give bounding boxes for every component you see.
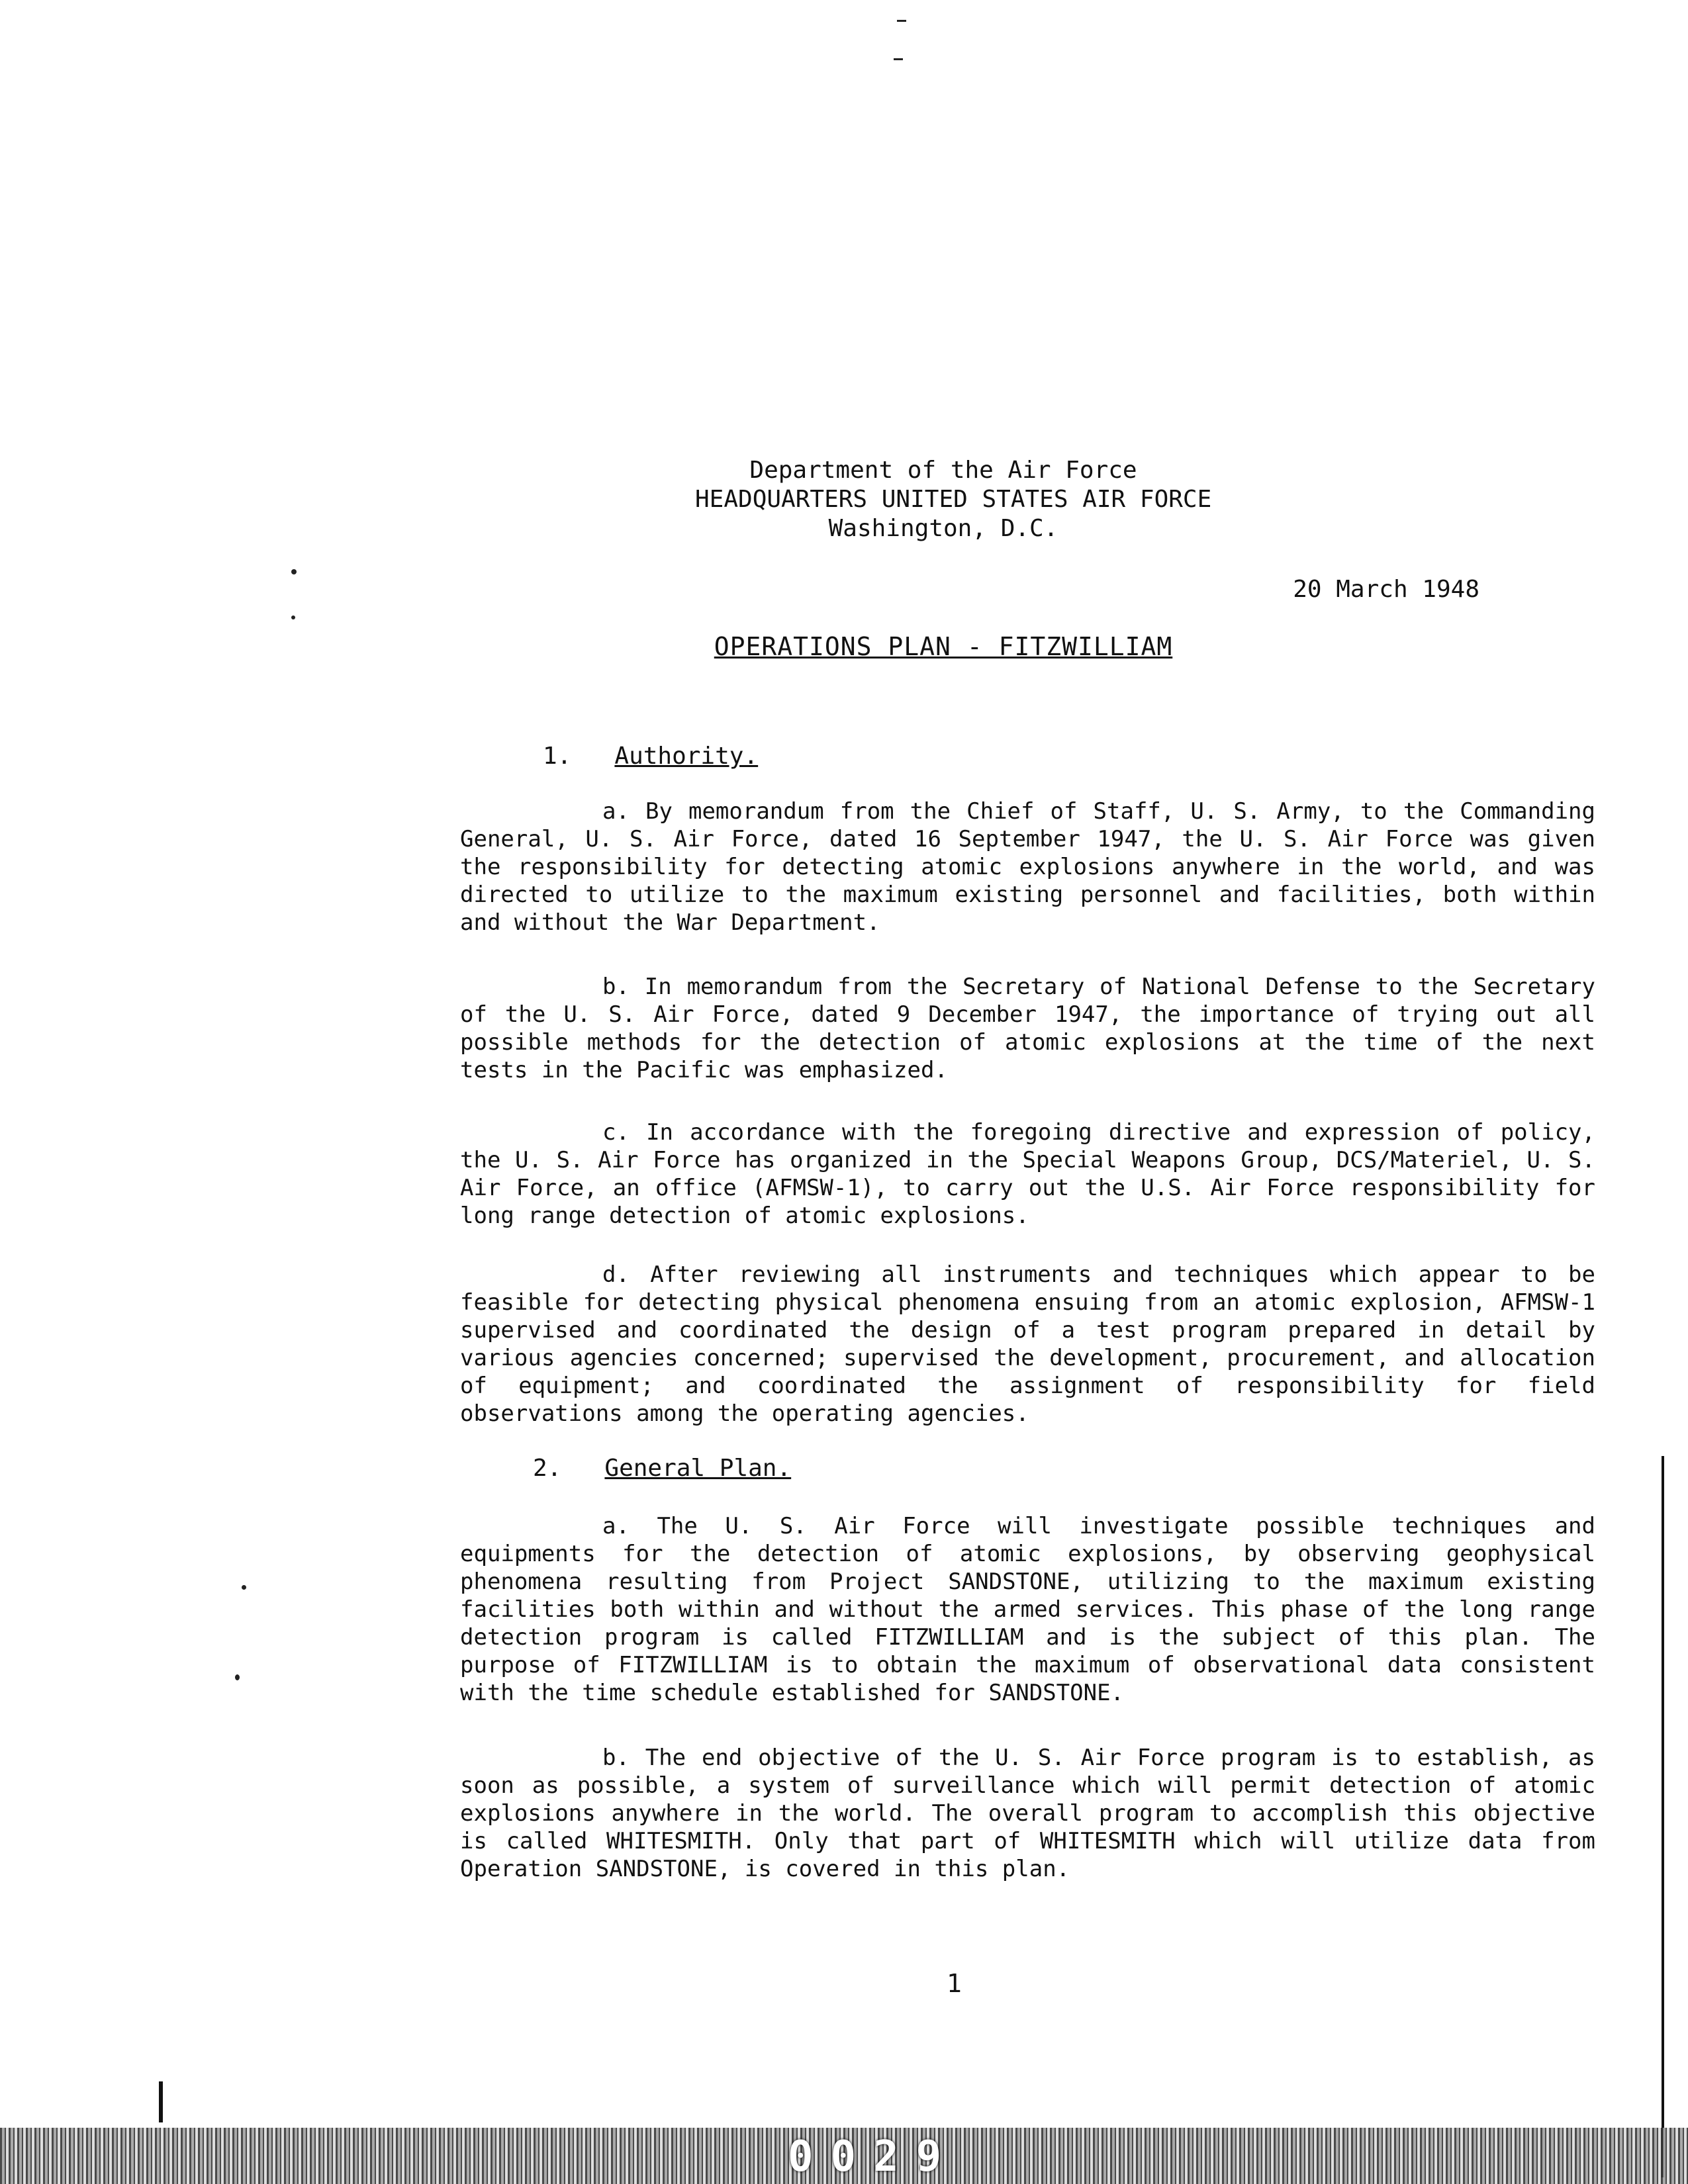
section-2-heading [533,1455,791,1482]
section-number: 2. [533,1455,562,1482]
scan-mark [159,2081,163,2122]
paragraph-1b: b. In memorandum from the Secretary of National Defense to the Secretary of the U. S. Air Force, dated 9 December 1947, the importance of trying out all possible methods for the detection of atomic explosions at the time of the next tests in the Pacific was emphasized. [460,974,1595,1083]
page-number: 1 [947,1969,962,1998]
bates-stamp-number: 0029 [788,2132,959,2181]
scan-speck [235,1674,240,1680]
document-title: OPERATIONS PLAN - FITZWILLIAM [714,632,1173,661]
paragraph-1d: d. After reviewing all instruments and techniques which appear to be feasible for detecting physical phenomena ensuing from an atomic explosion, AFMSW-1 supervised and coordinated the design of a test program prepared in detail by various agencies concerned; supervised the development, procurement, and allocation of equipment; and coordinated the assignment of responsibility for field observations among the operating agencies. [460,1261,1595,1427]
scan-speck [894,58,903,60]
scan-speck [291,569,297,574]
section-title: General Plan. [604,1455,792,1482]
section-title: Authority. [614,743,759,770]
document-date: 20 March 1948 [1293,576,1479,603]
scan-edge-line [1662,1456,1664,2177]
letterhead-department: Department of the Air Force [749,457,1137,484]
letterhead-headquarters: HEADQUARTERS UNITED STATES AIR FORCE [695,486,1212,513]
paragraph-1a: a. By memorandum from the Chief of Staff, U. S. Army, to the Commanding General, U. S. Air Force, dated 16 September 1947, the U. S. Air Force was given the responsibility for detecting atomic explosions anywhere in the world, and was directed to utilize to the maximum existing personnel and facilities, both within and without the War Department. [460,798,1595,936]
scan-speck [291,615,295,619]
scan-speck [897,20,906,22]
paragraph-1c: c. In accordance with the foregoing directive and expression of policy, the U. S. Air Force has organized in the Special Weapons Group, DCS/Materiel, U. S. Air Force, an office (AFMSW-1), to carry out the U.S. Air Force responsibility for long range detection of atomic explosions. [460,1119,1595,1229]
scan-speck [242,1585,246,1590]
paragraph-2a: a. The U. S. Air Force will investigate possible techniques and equipments for the detection of atomic explosions, by observing geophysical phenomena resulting from Project SANDSTONE, utilizing to the maximum existing facilities both within and without the armed services. This phase of the long range detection program is called FITZWILLIAM and is the subject of this plan. The purpose of FITZWILLIAM is to obtain the maximum of observational data consistent with the time schedule established for SANDSTONE. [460,1513,1595,1706]
section-1-heading [543,743,758,770]
paragraph-2b: b. The end objective of the U. S. Air Force program is to establish, as soon as possible, a system of surveillance which will permit detection of atomic explosions anywhere in the world. The overall program to accomplish this objective is called WHITESMITH. Only that part of WHITESMITH which will utilize data from Operation SANDSTONE, is covered in this plan. [460,1745,1595,1882]
letterhead-location: Washington, D.C. [828,515,1058,542]
section-number: 1. [543,743,572,770]
